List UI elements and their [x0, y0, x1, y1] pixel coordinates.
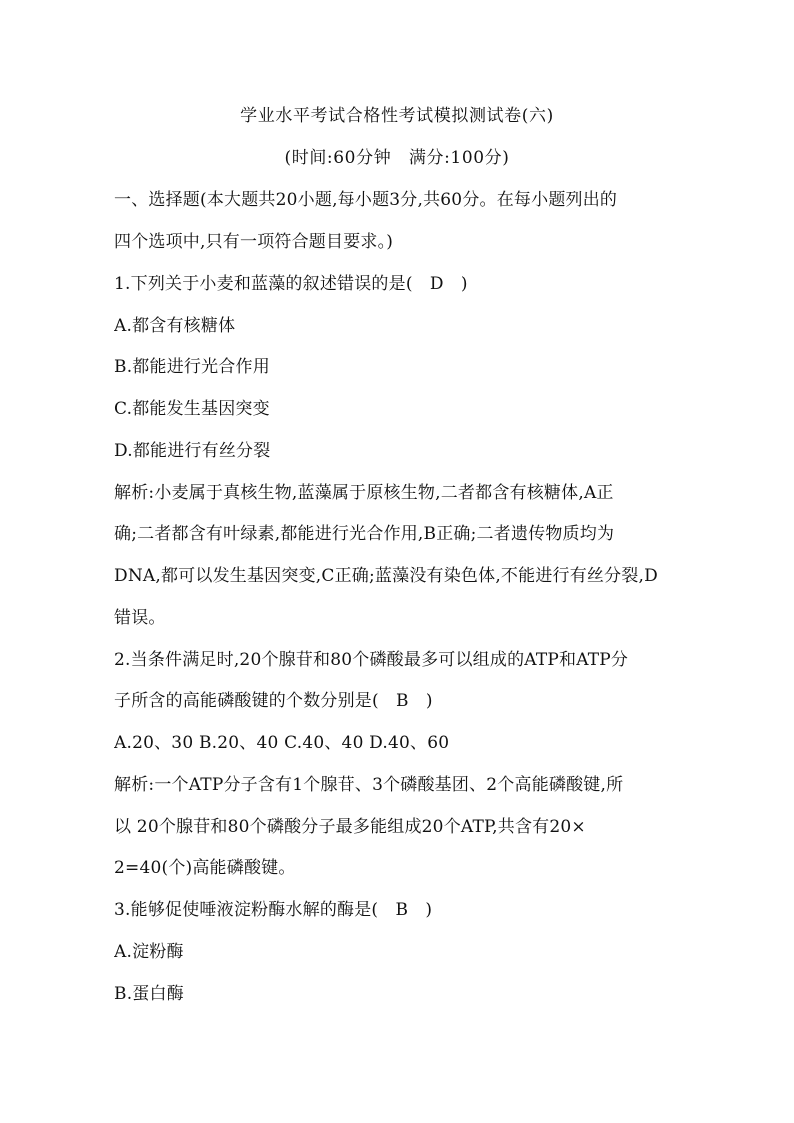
question-2-stem-cont: 子所含的高能磷酸键的个数分别是( B ) — [114, 691, 433, 711]
question-1-analysis-line: 解析:小麦属于真核生物,蓝藻属于原核生物,二者都含有核糖体,A正 — [114, 483, 614, 503]
question-1-analysis-line: 错误。 — [114, 608, 166, 628]
question-3-option-a: A.淀粉酶 — [114, 942, 184, 962]
question-3-option-b: B.蛋白酶 — [114, 984, 184, 1004]
question-1-option-b: B.都能进行光合作用 — [114, 357, 270, 377]
question-3-stem: 3.能够促使唾液淀粉酶水解的酶是( B ) — [114, 900, 433, 920]
question-2-stem: 2.当条件满足时,20个腺苷和80个磷酸最多可以组成的ATP和ATP分 — [114, 650, 629, 670]
question-1-option-c: C.都能发生基因突变 — [114, 399, 270, 419]
question-1-stem: 1.下列关于小麦和蓝藻的叙述错误的是( D ) — [114, 274, 468, 294]
question-2-analysis-line: 2=40(个)高能磷酸键。 — [114, 858, 296, 878]
question-2-options: A.20、30 B.20、40 C.40、40 D.40、60 — [114, 733, 450, 753]
question-2-analysis-line: 解析:一个ATP分子含有1个腺苷、3个磷酸基团、2个高能磷酸键,所 — [114, 775, 624, 795]
section-heading: 一、选择题(本大题共20小题,每小题3分,共60分。在每小题列出的 — [114, 190, 618, 210]
question-1-option-d: D.都能进行有丝分裂 — [114, 441, 271, 461]
section-heading-cont: 四个选项中,只有一项符合题目要求。) — [114, 232, 394, 252]
question-2-analysis-line: 以 20个腺苷和80个磷酸分子最多能组成20个ATP,共含有20× — [114, 817, 586, 837]
question-1-option-a: A.都含有核糖体 — [114, 316, 236, 336]
page-title: 学业水平考试合格性考试模拟测试卷(六) — [240, 106, 554, 126]
question-1-analysis-line: DNA,都可以发生基因突变,C正确;蓝藻没有染色体,不能进行有丝分裂,D — [114, 566, 658, 586]
question-1-analysis-line: 确;二者都含有叶绿素,都能进行光合作用,B正确;二者遗传物质均为 — [114, 524, 615, 544]
exam-meta: (时间:60分钟 满分:100分) — [284, 148, 510, 168]
